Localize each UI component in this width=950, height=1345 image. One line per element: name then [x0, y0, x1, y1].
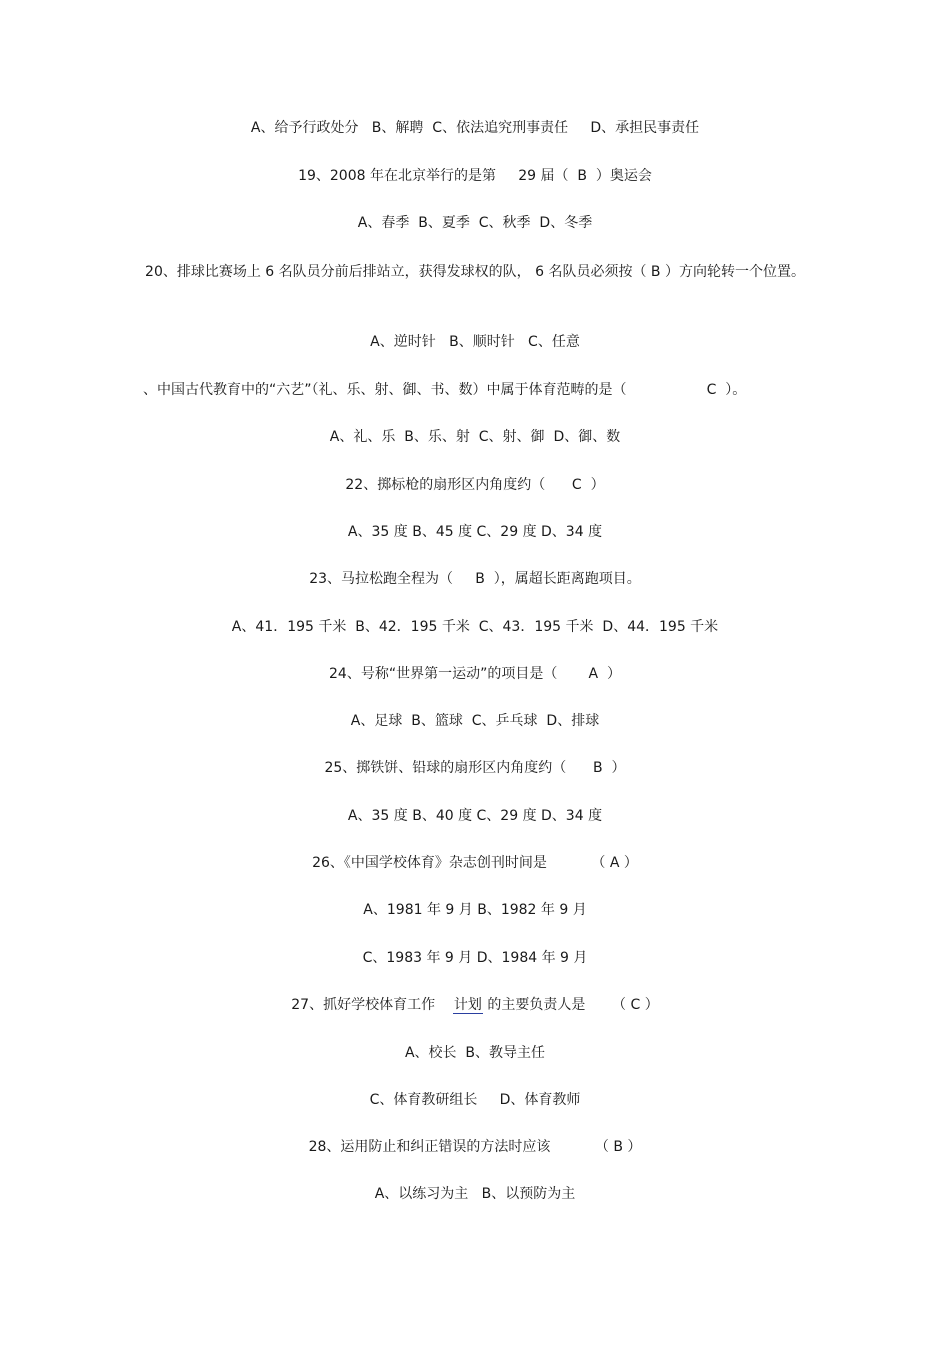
q27-suffix: 的主要负责人是 （ C ）: [482, 997, 659, 1013]
q19-question: 19、2008 年在北京举行的是第 29 届（ B ）奥运会: [298, 168, 652, 184]
q26-options-ab: A、1981 年 9 月 B、1982 年 9 月: [363, 902, 587, 918]
q25-question: 25、掷铁饼、铅球的扇形区内角度约（ B ）: [324, 760, 626, 776]
q27-prefix: 27、抓好学校体育工作: [291, 997, 453, 1013]
q28-options: A、以练习为主 B、以预防为主: [374, 1186, 576, 1202]
q28-question: 28、运用防止和纠正错误的方法时应该 （ B ）: [308, 1139, 642, 1155]
q21-question: 、中国古代教育中的“六艺”（礼、乐、射、御、书、数）中属于体育范畴的是（ C ）。: [143, 382, 747, 398]
q27-options-cd: C、体育教研组长 D、体育教师: [369, 1092, 581, 1108]
q23-question: 23、马拉松跑全程为（ B ），属超长距离跑项目。: [309, 571, 641, 587]
q20-options: A、逆时针 B、顺时针 C、任意: [370, 334, 580, 350]
q24-options: A、足球 B、篮球 C、乒乓球 D、排球: [350, 713, 600, 729]
q22-options: A、35 度 B、45 度 C、29 度 D、34 度: [347, 524, 603, 540]
q26-options-cd: C、1983 年 9 月 D、1984 年 9 月: [362, 950, 588, 966]
q20-question: 20、排球比赛场上 6 名队员分前后排站立，获得发球权的队， 6 名队员必须按（ B ）方向轮转一个位置。: [145, 264, 805, 280]
q27-question: [0, 995, 950, 1015]
q25-options: A、35 度 B、40 度 C、29 度 D、34 度: [347, 808, 603, 824]
q26-question: 26、《中国学校体育》杂志创刊时间是 （ A ）: [312, 855, 638, 871]
q22-question: 22、掷标枪的扇形区内角度约（ C ）: [345, 477, 605, 493]
q23-options: A、41．195 千米 B、42．195 千米 C、43．195 千米 D、44．195 千米: [231, 619, 719, 635]
plan-link[interactable]: 计划: [453, 997, 482, 1013]
q19-options: A、春季 B、夏季 C、秋季 D、冬季: [357, 215, 593, 231]
q24-question: 24、号称“世界第一运动”的项目是（ A ）: [329, 666, 621, 682]
q27-options-ab: A、校长 B、教导主任: [404, 1045, 546, 1061]
q18-options: A、给予行政处分 B、解聘 C、依法追究刑事责任 D、承担民事责任: [250, 120, 700, 136]
q21-options: A、礼、乐 B、乐、射 C、射、御 D、御、数: [329, 429, 621, 445]
